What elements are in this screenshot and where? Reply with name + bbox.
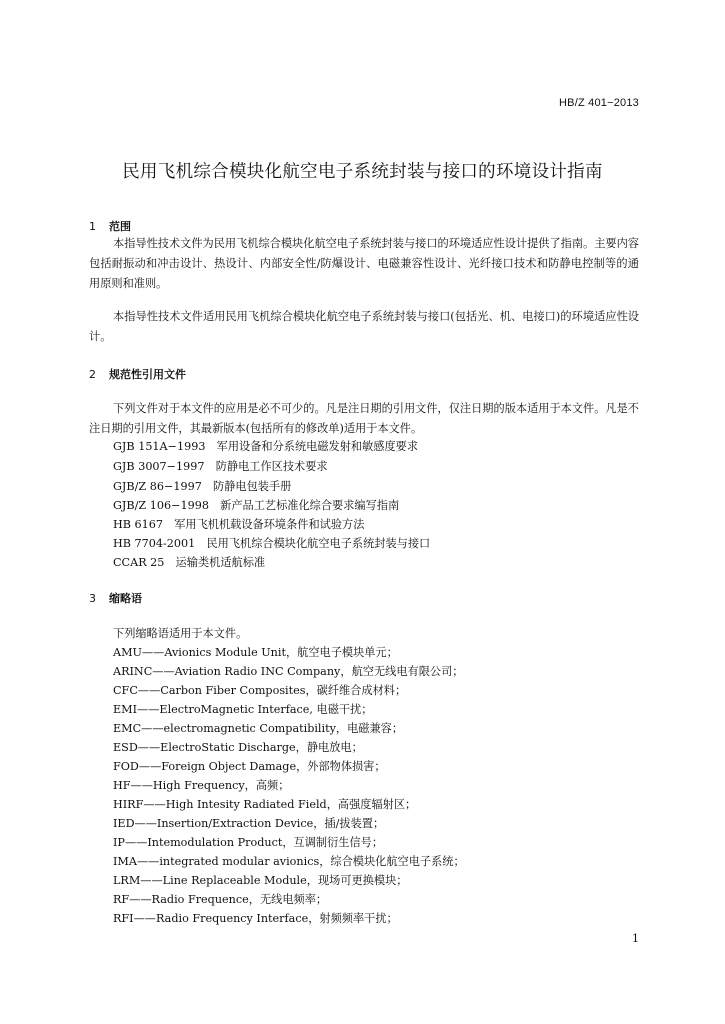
abbreviation-item: IED——Insertion/Extraction Device，插/拔装置； (113, 817, 385, 830)
abbreviation-item: LRM——Line Replaceable Module，现场可更换模块； (113, 874, 408, 887)
section-heading-scope (89, 218, 131, 234)
document-title: 民用飞机综合模块化航空电子系统封装与接口的环境设计指南 (122, 162, 603, 182)
abbreviation-item: FOD——Foreign Object Damage，外部物体损害； (113, 760, 386, 773)
reference-item: GJB/Z 86−1997 防静电包装手册 (113, 480, 292, 493)
reference-item: CCAR 25 运输类机适航标准 (113, 556, 266, 569)
abbreviation-item: CFC——Carbon Fiber Composites，碳纤维合成材料； (113, 684, 407, 697)
abbreviation-item: IP——Intemodulation Product，互调制衍生信号； (113, 836, 384, 849)
abbreviation-item: RFI——Radio Frequency Interface，射频频率干扰； (113, 912, 398, 925)
page-number: 1 (632, 932, 639, 945)
standard-code: HB/Z 401−2013 (559, 97, 639, 109)
abbreviation-item: HF——High Frequency，高频； (113, 779, 290, 792)
reference-item: HB 6167 军用飞机机载设备环境条件和试验方法 (113, 518, 365, 531)
references-intro-paragraph: 下列文件对于本文件的应用是必不可少的。凡是注日期的引用文件，仅注日期的版本适用于本文件。凡是不注日期的引用文件，其最新版本(包括所有的修改单)适用于本文件。 (89, 402, 639, 435)
section-number: 3 (89, 592, 96, 605)
abbreviation-item: HIRF——High Intesity Radiated Field，高强度辐射区； (113, 798, 417, 811)
section-title: 缩略语 (109, 592, 142, 605)
reference-item: HB 7704-2001 民用飞机综合模块化航空电子系统封装与接口 (113, 537, 431, 550)
scope-paragraph: 本指导性技术文件适用民用飞机综合模块化航空电子系统封装与接口(包括光、机、电接口)的环境适应性设计。 (89, 310, 639, 343)
section-title: 规范性引用文件 (109, 368, 186, 381)
section-title: 范围 (109, 220, 131, 233)
abbreviation-item: IMA——integrated modular avionics，综合模块化航空电子系统； (113, 855, 465, 868)
abbreviation-item: AMU——Avionics Module Unit，航空电子模块单元； (113, 646, 398, 659)
abbreviation-item: ESD——ElectroStatic Discharge，静电放电； (113, 741, 363, 754)
section-heading-normative-references (89, 366, 186, 382)
abbreviation-item: EMC——electromagnetic Compatibility，电磁兼容； (113, 722, 404, 735)
section-heading-abbreviations (89, 590, 142, 606)
section-number: 1 (89, 220, 96, 233)
reference-item: GJB 151A−1993 军用设备和分系统电磁发射和敏感度要求 (113, 440, 419, 453)
section-number: 2 (89, 368, 96, 381)
abbreviations-intro: 下列缩略语适用于本文件。 (113, 627, 248, 640)
abbreviation-item: RF——Radio Frequence，无线电频率； (113, 893, 328, 906)
reference-item: GJB/Z 106−1998 新产品工艺标准化综合要求编写指南 (113, 499, 400, 512)
scope-paragraph: 本指导性技术文件为民用飞机综合模块化航空电子系统封装与接口的环境适应性设计提供了指南。主要内容包括耐振动和冲击设计、热设计、内部安全性/防爆设计、电磁兼容性设计、光纤接口技术和防静电控制等的通用原则和准则。 (89, 237, 639, 290)
reference-item: GJB 3007−1997 防静电工作区技术要求 (113, 460, 328, 473)
abbreviation-item: ARINC——Aviation Radio INC Company，航空无线电有限公司； (113, 665, 464, 678)
abbreviation-item: EMI——ElectroMagnetic Interface, 电磁干扰； (113, 703, 373, 716)
